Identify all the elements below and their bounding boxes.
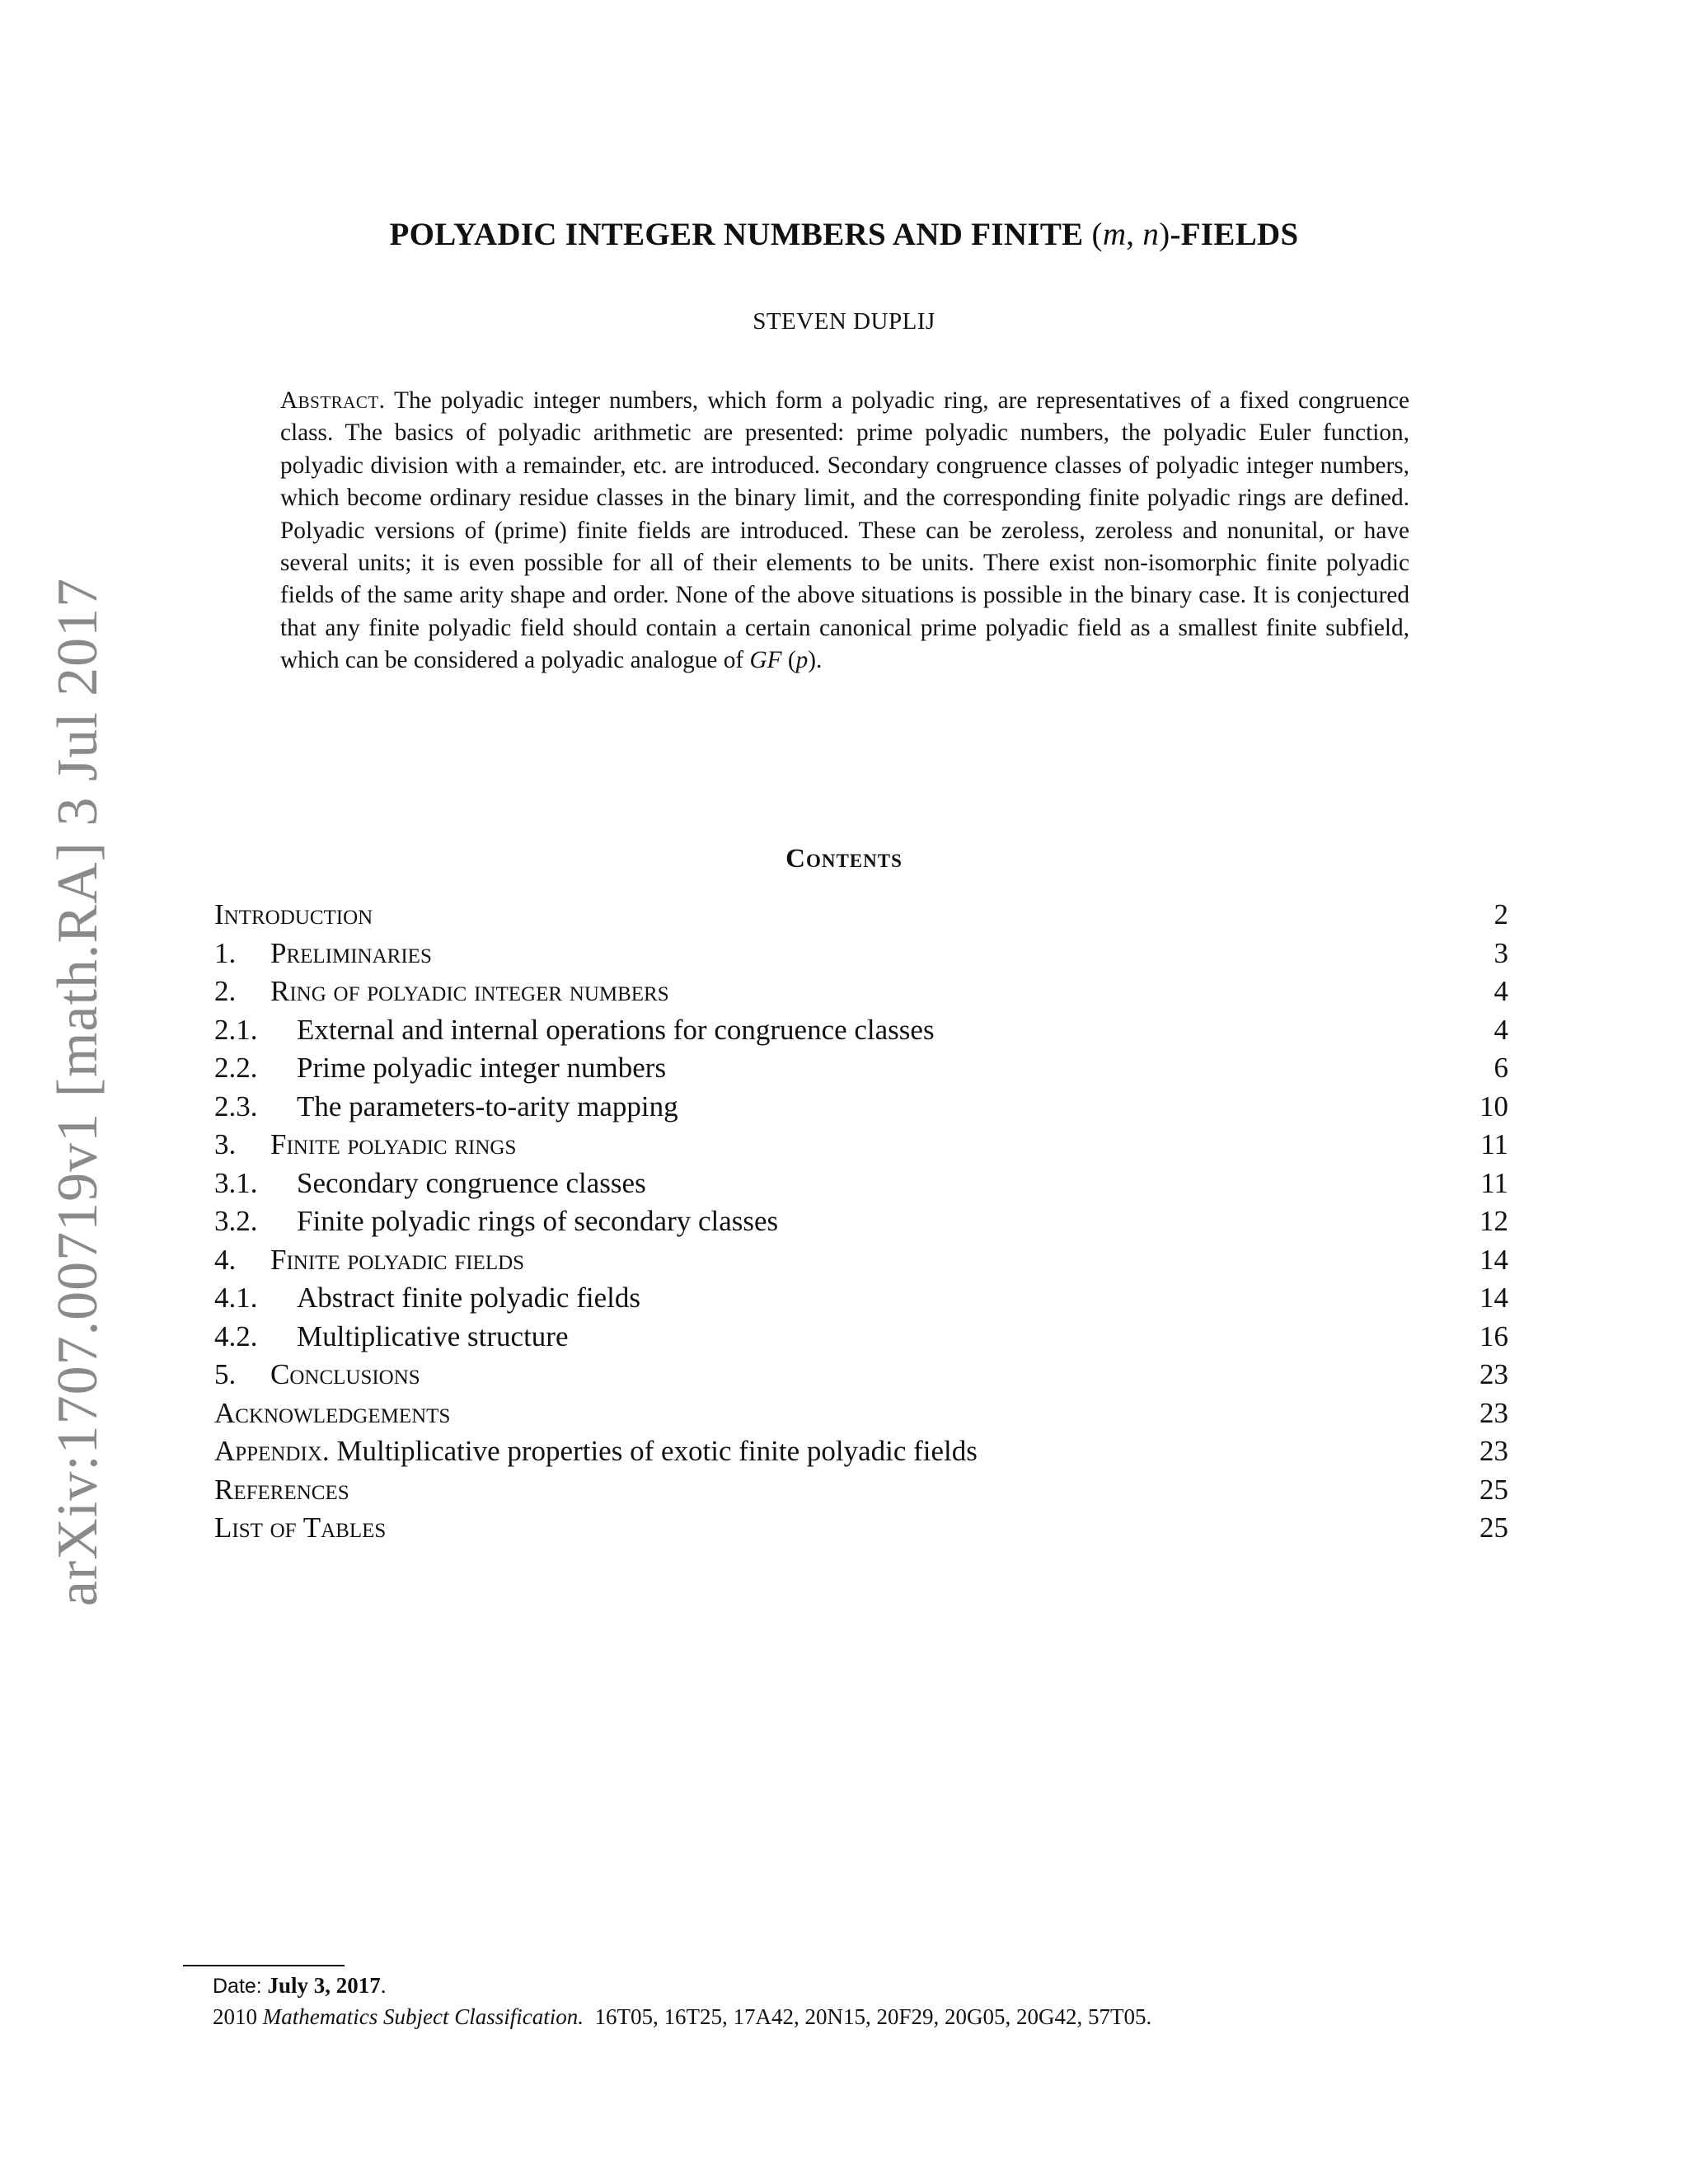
toc-entry[interactable] — [214, 1167, 1508, 1206]
toc-entry[interactable] — [214, 937, 1508, 976]
toc-entry-number: 4. — [214, 1243, 237, 1276]
toc-entry-title: Finite polyadic rings — [270, 1128, 517, 1160]
toc-entry-title: Finite polyadic fields — [270, 1243, 525, 1276]
title-math-sep: , — [1126, 217, 1143, 252]
toc-entry-left — [214, 1320, 569, 1353]
toc-entry-number: 5. — [214, 1358, 237, 1390]
toc-entry-page: 6 — [1493, 1052, 1508, 1084]
toc-entry-title: References — [214, 1473, 349, 1506]
toc-entry-left — [214, 1397, 450, 1430]
toc-entry-left — [214, 1205, 778, 1238]
toc-entry-page: 4 — [1493, 1013, 1508, 1046]
toc-entry-number: 3.2. — [214, 1205, 258, 1237]
title-math-n: n — [1142, 217, 1160, 252]
toc-entry-number: 2.1. — [214, 1013, 258, 1046]
toc-entry-page: 23 — [1479, 1358, 1508, 1390]
abstract — [280, 385, 1409, 677]
toc-entry-left — [214, 1474, 349, 1507]
date-end: . — [380, 1973, 387, 1998]
toc-entry-left — [214, 1244, 524, 1277]
toc-entry-left — [214, 1128, 516, 1161]
date-label: Date: — [213, 1975, 262, 1998]
toc-entry-title: Prime polyadic integer numbers — [297, 1052, 667, 1084]
title-suffix: -FIELDS — [1170, 217, 1299, 252]
toc-entry[interactable] — [214, 898, 1508, 937]
title-math — [1092, 217, 1170, 252]
msc-label: Mathematics Subject Classification. — [262, 2004, 584, 2029]
toc-entry-left — [214, 1282, 640, 1315]
abstract-gf-close: ) — [808, 647, 817, 674]
toc-entry-title: Appendix — [214, 1435, 322, 1467]
toc-entry-title: Conclusions — [270, 1358, 420, 1390]
title-math-close: ) — [1159, 217, 1170, 252]
msc-year: 2010 — [213, 2004, 257, 2029]
toc-entry-left — [214, 1167, 646, 1200]
toc-entry-page: 3 — [1493, 936, 1508, 969]
toc-entry[interactable] — [214, 1511, 1508, 1550]
toc-entry-page: 11 — [1480, 1166, 1508, 1199]
toc-entry-page: 23 — [1479, 1396, 1508, 1429]
toc-entry-page: 25 — [1479, 1511, 1508, 1544]
toc-entry[interactable] — [214, 1282, 1508, 1320]
toc-entry-title: Finite polyadic rings of secondary classes — [297, 1205, 779, 1237]
toc-entry[interactable] — [214, 1244, 1508, 1282]
title-math-m: m — [1102, 217, 1127, 252]
paper-title — [0, 216, 1688, 253]
toc-entry-number: 2.3. — [214, 1090, 258, 1122]
toc-entry-title: Acknowledgements — [214, 1396, 451, 1429]
toc-entry-left — [214, 1014, 935, 1047]
toc-entry-number: 2. — [214, 975, 237, 1007]
toc-entry-left — [214, 975, 669, 1008]
toc-entry[interactable] — [214, 1358, 1508, 1397]
toc-entry-left — [214, 1052, 666, 1085]
arxiv-identifier-stamp: arXiv:1707.00719v1 [math.RA] 3 Jul 2017 — [46, 577, 110, 1607]
toc-entry-title: Introduction — [214, 898, 373, 930]
toc-entry-title: Ring of polyadic integer numbers — [270, 975, 669, 1007]
toc-entry-number: 2.2. — [214, 1052, 258, 1084]
toc-entry-left — [214, 1511, 386, 1544]
toc-entry-number: 3. — [214, 1128, 237, 1160]
toc-entry-page: 14 — [1479, 1243, 1508, 1276]
toc-entry-number: 1. — [214, 936, 237, 969]
toc-entry-title: Preliminaries — [270, 936, 432, 969]
toc-entry-page: 2 — [1493, 898, 1508, 930]
toc-entry-title: External and internal operations for congruence classes — [297, 1013, 935, 1046]
author-name: STEVEN DUPLIJ — [753, 308, 935, 335]
abstract-gf-open: ( — [781, 647, 796, 674]
toc-entry-number: 4.2. — [214, 1319, 258, 1352]
contents-heading: Contents — [785, 844, 903, 874]
abstract-text: The polyadic integer numbers, which form a polyadic ring, are representatives of a fixed congruence class. The basics of polyadic arithmetic are presented: prime polyadic numbers, the polyadic Euler function, polyadic division with a remainder, etc. are introduced. Secondary congruence classes of polyadic integer numbers, which become ordinary residue classes in the binary limit, and the corresponding finite polyadic rings are defined. Polyadic versions of (prime) finite fields are introduced. These can be zeroless, zeroless and nonunital, or have several units; it is even possible for all of their elements to be units. There exist non-isomorphic finite polyadic fields of the same arity shape and order. None of the above situations is possible in the binary case. It is conjectured that any finite polyadic field should contain a certain canonical prime polyadic field as a smallest finite subfield, which can be considered a polyadic analogue of — [280, 387, 1409, 674]
toc-entry[interactable] — [214, 1128, 1508, 1167]
toc-entry-page: 10 — [1479, 1090, 1508, 1122]
toc-entry-page: 16 — [1479, 1319, 1508, 1352]
toc-entry-left — [214, 1435, 978, 1468]
toc-entry-left — [214, 1090, 678, 1123]
toc-entry-number: 3.1. — [214, 1166, 258, 1199]
toc-entry[interactable] — [214, 1205, 1508, 1244]
toc-entry-page: 14 — [1479, 1282, 1508, 1314]
title-prefix: POLYADIC INTEGER NUMBERS AND FINITE — [389, 217, 1092, 252]
toc-entry-title: Multiplicative structure — [297, 1319, 569, 1352]
toc-entry[interactable] — [214, 1320, 1508, 1359]
toc-entry-subtitle: . Multiplicative properties of exotic finite polyadic fields — [321, 1435, 978, 1467]
abstract-gf-symbol: GF — [749, 647, 782, 674]
toc-entry-title: List of Tables — [214, 1511, 387, 1544]
footnote-date — [213, 1973, 387, 1999]
footnote-rule — [183, 1965, 345, 1966]
toc-entry[interactable] — [214, 1474, 1508, 1512]
msc-codes: 16T05, 16T25, 17A42, 20N15, 20F29, 20G05, 20G42, 57T05. — [594, 2004, 1152, 2029]
toc-entry[interactable] — [214, 1014, 1508, 1052]
footnote-msc — [213, 2004, 1151, 2030]
toc-entry-left — [214, 898, 373, 931]
toc-entry[interactable] — [214, 975, 1508, 1014]
abstract-end: . — [816, 647, 823, 674]
toc-entry-left — [214, 1358, 420, 1391]
title-math-open: ( — [1091, 217, 1103, 252]
toc-entry-title: Secondary congruence classes — [297, 1166, 646, 1199]
toc-entry-page: 4 — [1493, 975, 1508, 1007]
toc-entry-title: The parameters-to-arity mapping — [297, 1090, 678, 1122]
abstract-gf-arg: p — [795, 647, 809, 674]
toc-entry-page: 25 — [1479, 1473, 1508, 1506]
toc-entry[interactable] — [214, 1435, 1508, 1474]
toc-entry-number: 4.1. — [214, 1282, 258, 1314]
toc-entry[interactable] — [214, 1090, 1508, 1129]
date-value: July 3, 2017 — [267, 1973, 381, 1998]
toc-entry[interactable] — [214, 1052, 1508, 1090]
toc-entry-title: Abstract finite polyadic fields — [297, 1282, 640, 1314]
toc-entry-page: 23 — [1479, 1435, 1508, 1467]
toc-entry-page: 12 — [1479, 1205, 1508, 1237]
toc-entry-left — [214, 937, 432, 970]
toc-entry[interactable] — [214, 1397, 1508, 1436]
table-of-contents — [214, 898, 1508, 1550]
toc-entry-page: 11 — [1480, 1128, 1508, 1160]
abstract-label: Abstract. — [280, 387, 386, 414]
